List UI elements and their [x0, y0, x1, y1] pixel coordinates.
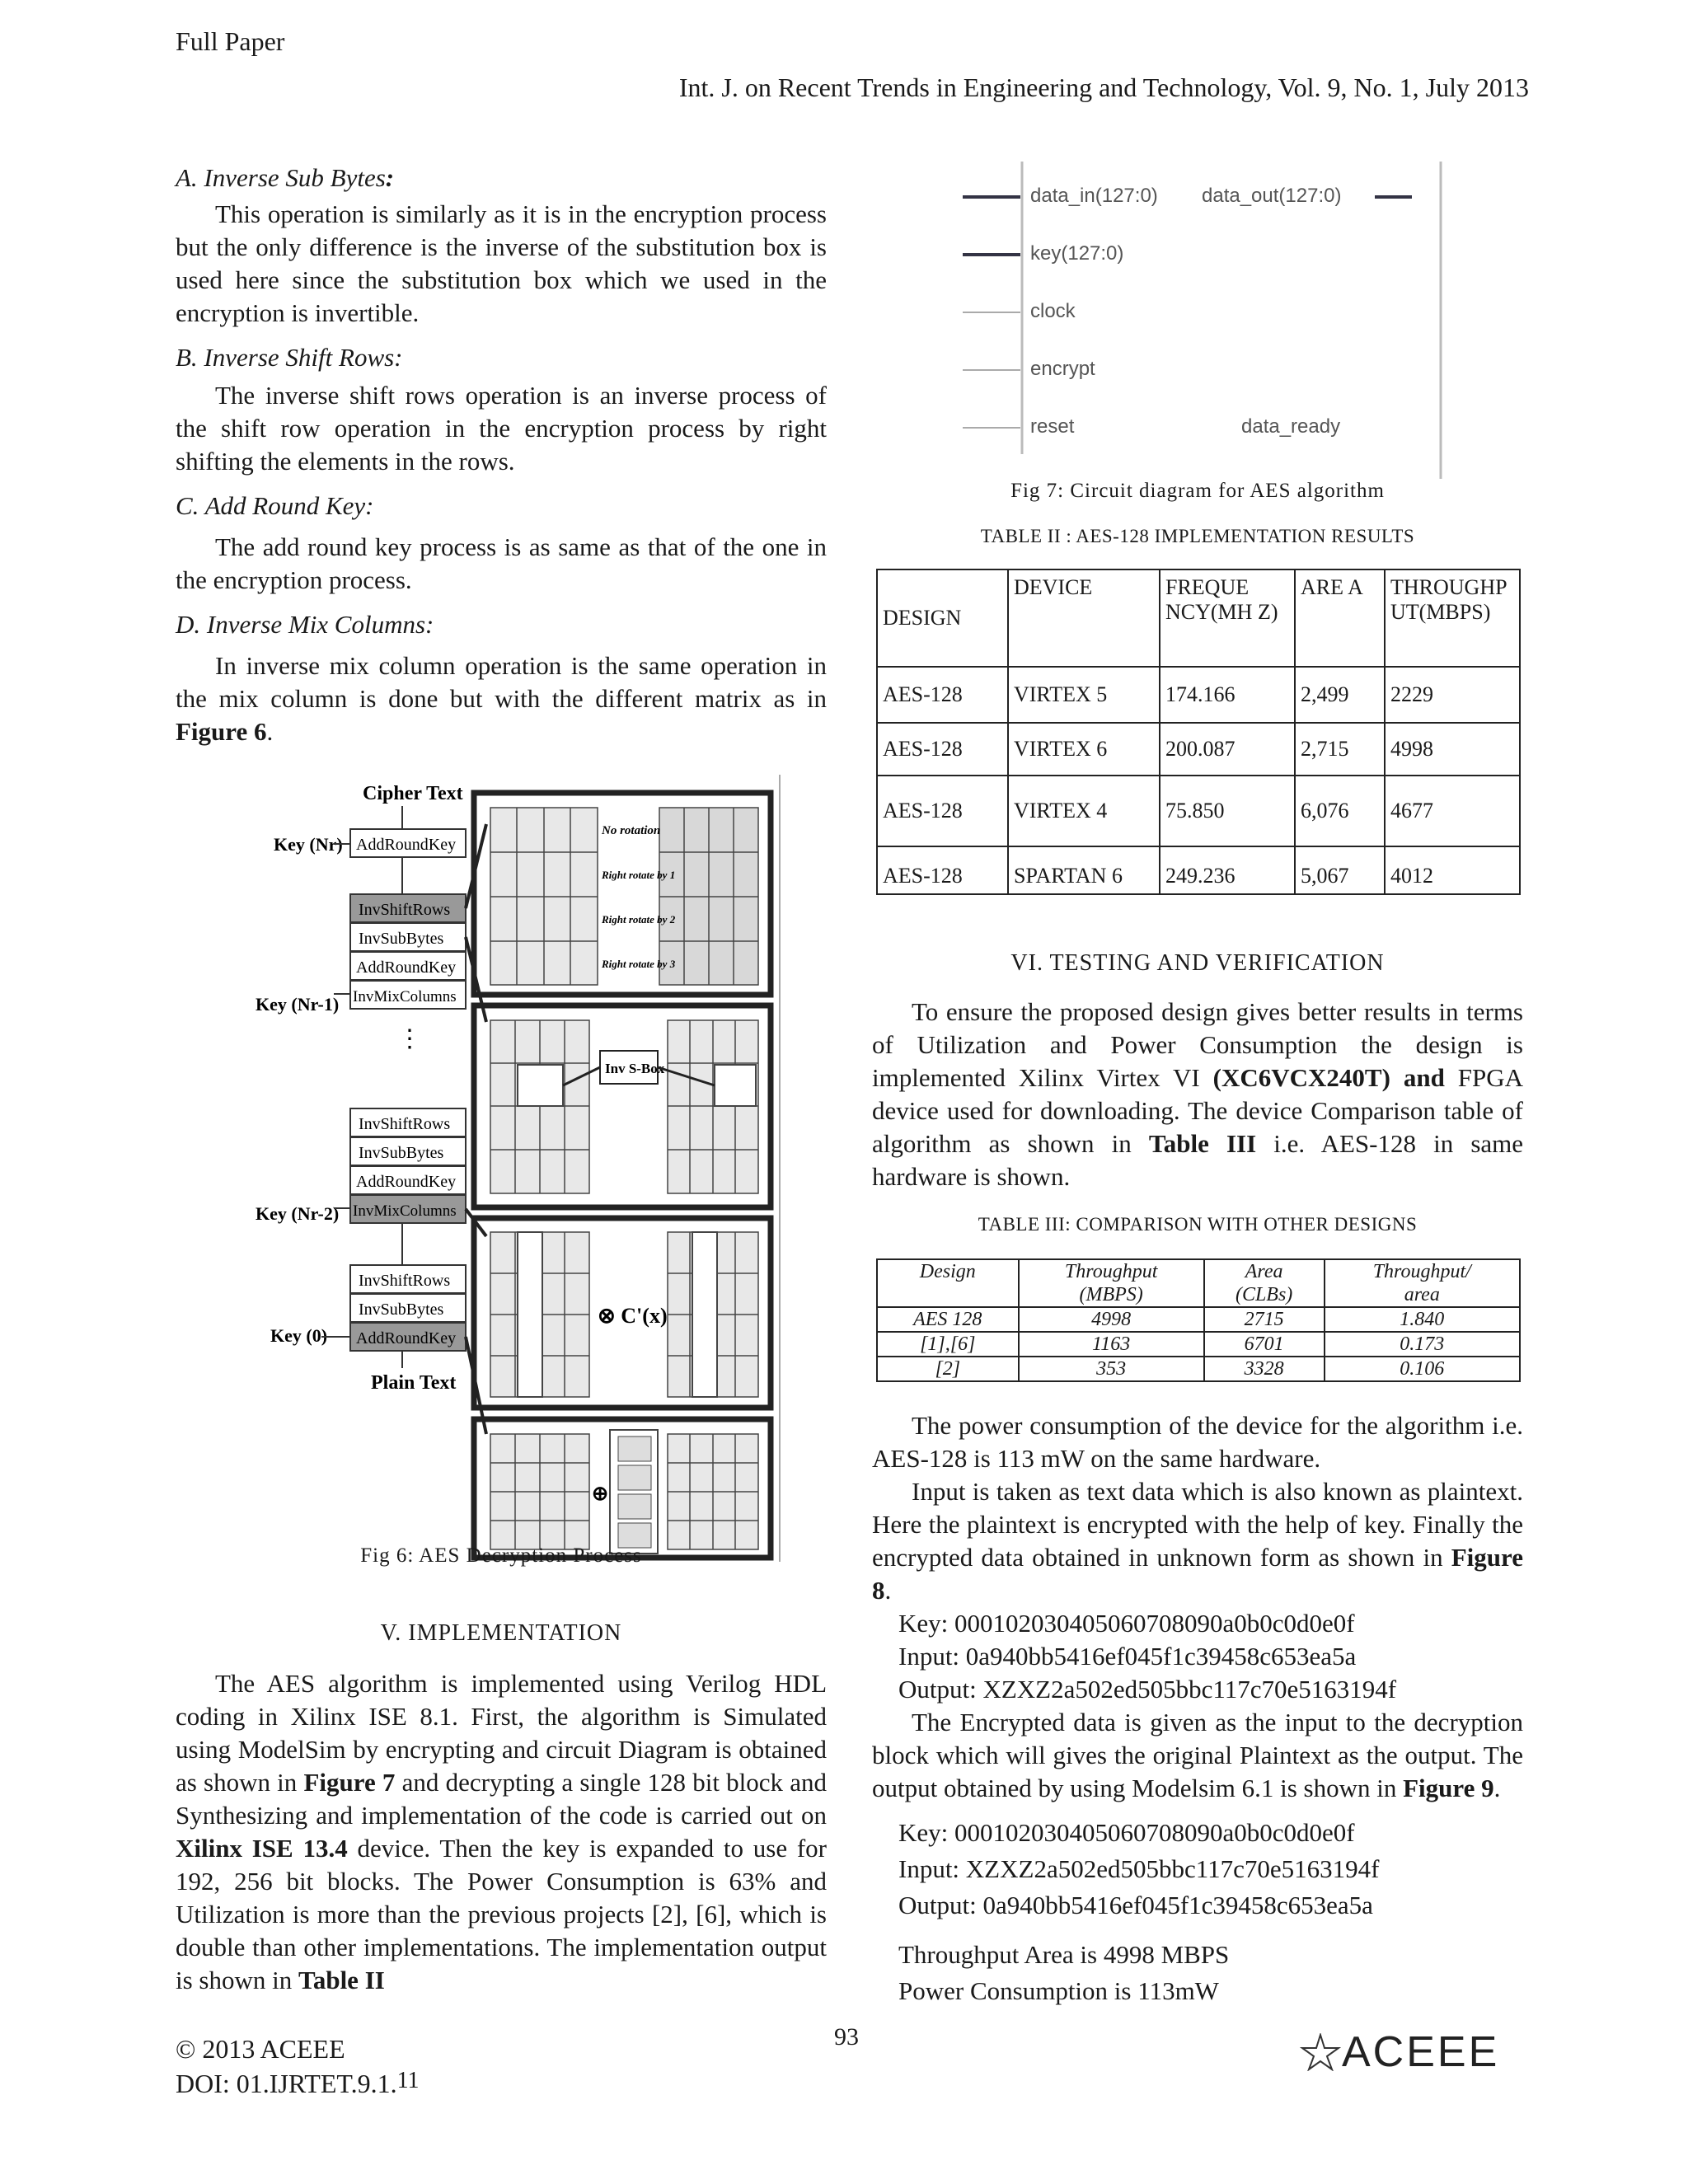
section-d-body: In inverse mix column operation is the same operation in the mix column is done but with the different matrix as in Figure 6. — [176, 651, 827, 746]
throughput-area: Throughput Area is 4998 MBPS — [898, 1940, 1230, 1969]
table-row — [877, 1332, 1520, 1357]
table3-caption: TABLE III: COMPARISON WITH OTHER DESIGNS — [978, 1214, 1418, 1235]
input-paragraph: Input is taken as text data which is also known as plaintext. Here the plaintext is encrypted with the help of key. Finally the encrypted data obtained in unknown form as shown in Figure 8. — [872, 1477, 1523, 1605]
table3-cell: [1],[6] — [877, 1332, 1019, 1357]
fig6-invshiftrows-2: InvShiftRows — [359, 1115, 451, 1133]
decryption-values — [872, 1815, 1523, 1924]
power-consumption: Power Consumption is 113mW — [898, 1976, 1219, 2005]
table3 — [876, 1258, 1521, 1382]
fig6-addroundkey-2: AddRoundKey — [356, 958, 457, 977]
table3-header-cell: Throughput/ area — [1325, 1259, 1520, 1307]
logo-text: ACEEE — [1342, 2028, 1500, 2076]
journal-citation: Int. J. on Recent Trends in Engineering and Technology, Vol. 9, No. 1, July 2013 — [678, 73, 1529, 102]
table2-header-cell: DEVICE — [1008, 569, 1160, 667]
dec-output: Output: 0a940bb5416ef045f1c39458c653ea5a — [898, 1891, 1373, 1919]
fig6-invsubbytes-1: InvSubBytes — [359, 930, 444, 948]
aceee-logo — [1296, 2027, 1499, 2077]
table3-header-cell: Throughput (MBPS) — [1019, 1259, 1204, 1307]
fig7-key: key(127:0) — [1030, 242, 1124, 265]
table2-cell: 4012 — [1385, 846, 1520, 894]
table2-cell: SPARTAN 6 — [1008, 846, 1160, 894]
fig6-invshiftrows-3: InvShiftRows — [359, 1272, 451, 1290]
fig6-invmixcolumns-1: InvMixColumns — [353, 988, 457, 1005]
table2-cell: VIRTEX 6 — [1008, 723, 1160, 776]
right-column-lower — [872, 1409, 1523, 2009]
table2-cell: 200.087 — [1160, 723, 1295, 776]
fig6-addroundkey-3: AddRoundKey — [356, 1173, 457, 1191]
journal-type-label: Full Paper — [176, 26, 285, 56]
section-d-heading: D. Inverse Mix Columns: — [176, 610, 434, 639]
enc-input: Input: 0a940bb5416ef045f1c39458c653ea5a — [898, 1642, 1357, 1671]
section-6-body — [872, 996, 1523, 1193]
section-c-heading: C. Add Round Key: — [176, 491, 374, 520]
table3-cell: 1.840 — [1325, 1307, 1520, 1332]
section-a-heading: A. Inverse Sub Bytes: — [176, 163, 395, 192]
section-5-body — [176, 1667, 827, 1997]
table2 — [876, 569, 1521, 895]
fig6-cx-label: ⊗ C'(x) — [598, 1304, 668, 1328]
dec-key: Key: 000102030405060708090a0b0c0d0e0f — [898, 1818, 1355, 1847]
table3-cell: 0.106 — [1325, 1357, 1520, 1381]
table2-header-cell: ARE A — [1295, 569, 1385, 667]
enc-key: Key: 000102030405060708090a0b0c0d0e0f — [898, 1609, 1355, 1638]
fig6-xor: ⊕ — [592, 1483, 609, 1505]
summary-values — [872, 1937, 1523, 2009]
table2-cell: VIRTEX 5 — [1008, 667, 1160, 723]
table3-cell: 0.173 — [1325, 1332, 1520, 1357]
table3-cell: 6701 — [1204, 1332, 1325, 1357]
fig6-invsubbytes-2: InvSubBytes — [359, 1144, 444, 1162]
footer-copyright: © 2013 ACEEE — [176, 2034, 345, 2064]
table2-header-cell: THROUGHP UT(MBPS) — [1385, 569, 1520, 667]
table3-header-cell: Area (CLBs) — [1204, 1259, 1325, 1307]
table3-cell: AES 128 — [877, 1307, 1019, 1332]
fig6-no-rotation: No rotation — [602, 824, 661, 837]
fig6-invshiftrows-1: InvShiftRows — [359, 901, 451, 919]
table2-cell: AES-128 — [877, 723, 1008, 776]
fig6-addroundkey-1: AddRoundKey — [356, 836, 457, 854]
table2-cell: 4677 — [1385, 776, 1520, 846]
fig6-border-line — [779, 775, 781, 1562]
table3-cell: 4998 — [1019, 1307, 1204, 1332]
table2-cell: 75.850 — [1160, 776, 1295, 846]
dec-input: Input: XZXZ2a502ed505bbc117c70e5163194f — [898, 1854, 1380, 1883]
enc-output: Output: XZXZ2a502ed505bbc117c70e5163194f — [898, 1675, 1397, 1704]
table2-cell: 4998 — [1385, 723, 1520, 776]
section-5-heading: V. IMPLEMENTATION — [380, 1620, 622, 1646]
fig6-invmixcolumns-2: InvMixColumns — [353, 1202, 457, 1220]
section-b-body: The inverse shift rows operation is an inverse process of the shift row operation in the encryption process by right shifting the elements in the rows. — [176, 381, 827, 476]
table2-header-cell: FREQUE NCY(MH Z) — [1160, 569, 1295, 667]
fig7-data-in: data_in(127:0) — [1030, 185, 1158, 207]
table-row — [877, 776, 1520, 846]
table3-cell: [2] — [877, 1357, 1019, 1381]
table2-cell: VIRTEX 4 — [1008, 776, 1160, 846]
decryption-paragraph: The Encrypted data is given as the input to the decryption block which will gives the original Plaintext as the output. The output obtained by using Modelsim 6.1 is shown in Figure 9. — [872, 1708, 1523, 1802]
table-row — [877, 723, 1520, 776]
aes-circuit-diagram — [963, 162, 1449, 479]
table-row — [877, 1357, 1520, 1381]
table2-cell: 6,076 — [1295, 776, 1385, 846]
fig6-key-nr2: Key (Nr-2) — [256, 1203, 340, 1224]
aes-decryption-diagram — [256, 775, 783, 1562]
table-row — [877, 1307, 1520, 1332]
fig7-encrypt: encrypt — [1030, 358, 1095, 380]
fig7-data-out: data_out(127:0) — [1202, 185, 1342, 207]
section-c-body: The add round key process is as same as that of the one in the encryption process. — [176, 532, 827, 594]
table3-header-row — [877, 1259, 1520, 1307]
fig6-rot2: Right rotate by 2 — [602, 913, 676, 926]
table2-header-row — [877, 569, 1520, 667]
fig6-caption: Fig 6: AES Decryption Process — [360, 1544, 642, 1567]
table2-cell: 2,499 — [1295, 667, 1385, 723]
table-row — [877, 667, 1520, 723]
table3-header-cell: Design — [877, 1259, 1019, 1307]
table2-cell: 5,067 — [1295, 846, 1385, 894]
fig6-inv-sbox: Inv S-Box — [605, 1061, 665, 1076]
fig6-rot3: Right rotate by 3 — [602, 958, 676, 970]
table2-cell: AES-128 — [877, 776, 1008, 846]
left-column-top — [176, 162, 827, 748]
section-6-heading: VI. TESTING AND VERIFICATION — [1010, 950, 1385, 976]
section-5-paragraph: The AES algorithm is implemented using Verilog HDL coding in Xilinx ISE 8.1. First, the algorithm is Simulated using ModelSim by encrypting and circuit Diagram is obtained as shown in Figure 7 and decrypting a single 128 bit block and Synthesizing and implementation of the code is carried out on Xilinx ISE 13.4 device. Then the key is expanded to use for 192, 256 bit blocks. The Power Consumption is 63% and Utilization is more than the previous projects [2], [6], which is double than other implementations. The implementation output is shown in Table II — [176, 1669, 828, 1994]
table3-cell: 2715 — [1204, 1307, 1325, 1332]
table2-caption: TABLE II : AES-128 IMPLEMENTATION RESULTS — [980, 526, 1415, 546]
table2-cell: AES-128 — [877, 846, 1008, 894]
fig7-clock: clock — [1030, 300, 1076, 322]
table2-cell: 2229 — [1385, 667, 1520, 723]
fig6-addroundkey-4: AddRoundKey — [356, 1329, 457, 1347]
fig6-invsubbytes-3: InvSubBytes — [359, 1301, 444, 1319]
table3-cell: 1163 — [1019, 1332, 1204, 1357]
fig6-plain-text: Plain Text — [371, 1372, 457, 1394]
fig7-caption: Fig 7: Circuit diagram for AES algorithm — [1010, 480, 1385, 502]
table2-cell: 249.236 — [1160, 846, 1295, 894]
section-a-body: This operation is similarly as it is in the encryption process but the only difference is the inverse of the substitution box is used here since the substitution box which we used in the encryption is invertible. — [176, 199, 827, 327]
table2-cell: 2,715 — [1295, 723, 1385, 776]
fig7-data-ready: data_ready — [1241, 415, 1341, 438]
table3-cell: 353 — [1019, 1357, 1204, 1381]
section-b-heading: B. Inverse Shift Rows: — [176, 343, 403, 372]
page-number: 93 — [834, 2023, 859, 2050]
table-row — [877, 846, 1520, 894]
power-paragraph: The power consumption of the device for the algorithm i.e. AES-128 is 113 mW on the same hardware. — [872, 1411, 1523, 1473]
fig6-key-0: Key (0) — [270, 1325, 328, 1346]
table2-header-cell: DESIGN — [877, 569, 1008, 667]
table3-cell: 3328 — [1204, 1357, 1325, 1381]
table2-cell: AES-128 — [877, 667, 1008, 723]
table2-cell: 174.166 — [1160, 667, 1295, 723]
footer-doi: DOI: 01.IJRTET.9.1.11 — [176, 2068, 420, 2098]
fig7-reset: reset — [1030, 415, 1075, 438]
fig6-cipher-text: Cipher Text — [363, 783, 463, 804]
section-6-paragraph: To ensure the proposed design gives better results in terms of Utilization and Power Consumption the design is implemented Xilinx Virtex VI (XC6VCX240T) and FPGA device used for downloading. The device Comparison table of algorithm as shown in Table III i.e. AES-128 in same hardware is shown. — [872, 997, 1524, 1191]
encryption-values — [872, 1607, 1523, 1706]
fig6-rot1: Right rotate by 1 — [602, 869, 676, 881]
fig6-key-nr: Key (Nr) — [274, 834, 343, 855]
fig6-key-nr1: Key (Nr-1) — [256, 994, 340, 1015]
figure6-ref: Figure 6 — [176, 717, 267, 746]
star-logo-icon — [1296, 2033, 1342, 2071]
svg-text:⋮: ⋮ — [397, 1025, 422, 1052]
